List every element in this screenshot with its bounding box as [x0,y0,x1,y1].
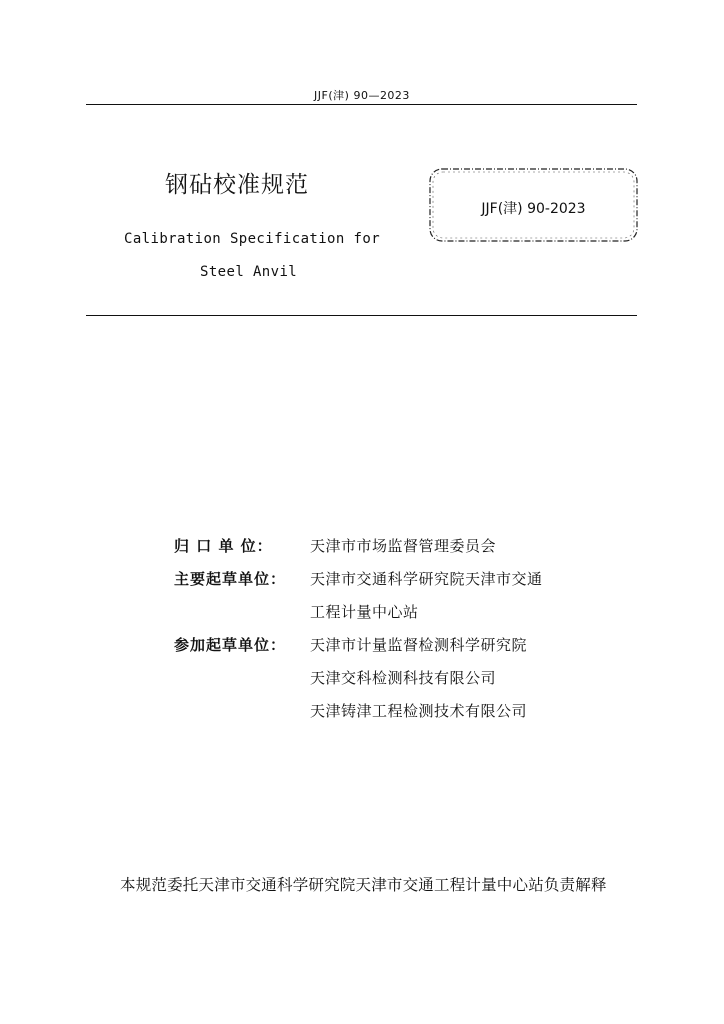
info-label: 参加起草单位： [174,636,287,654]
info-label: 归 口 单 位： [174,537,273,555]
standard-code-box [427,166,640,244]
title-chinese: 钢砧校准规范 [165,172,309,198]
info-value: 天津交科检测科技有限公司 [310,669,497,687]
info-value: 工程计量中心站 [310,603,419,621]
title-english-line1: Calibration Specification for [124,231,381,247]
info-value: 天津市计量监督检测科学研究院 [310,636,528,654]
info-value: 天津市市场监督管理委员会 [310,537,497,555]
header-standard-code: JJF(津) 90—2023 [314,89,410,102]
interpretation-note: 本规范委托天津市交通科学研究院天津市交通工程计量中心站负责解释 [120,876,607,894]
title-divider [86,315,637,316]
info-value: 天津市交通科学研究院天津市交通 [310,570,543,588]
standard-code: JJF(津) 90-2023 [481,201,586,217]
header-divider [86,104,637,105]
title-english-line2: Steel Anvil [200,264,298,280]
info-value: 天津铸津工程检测技术有限公司 [310,702,528,720]
info-label: 主要起草单位： [174,570,287,588]
